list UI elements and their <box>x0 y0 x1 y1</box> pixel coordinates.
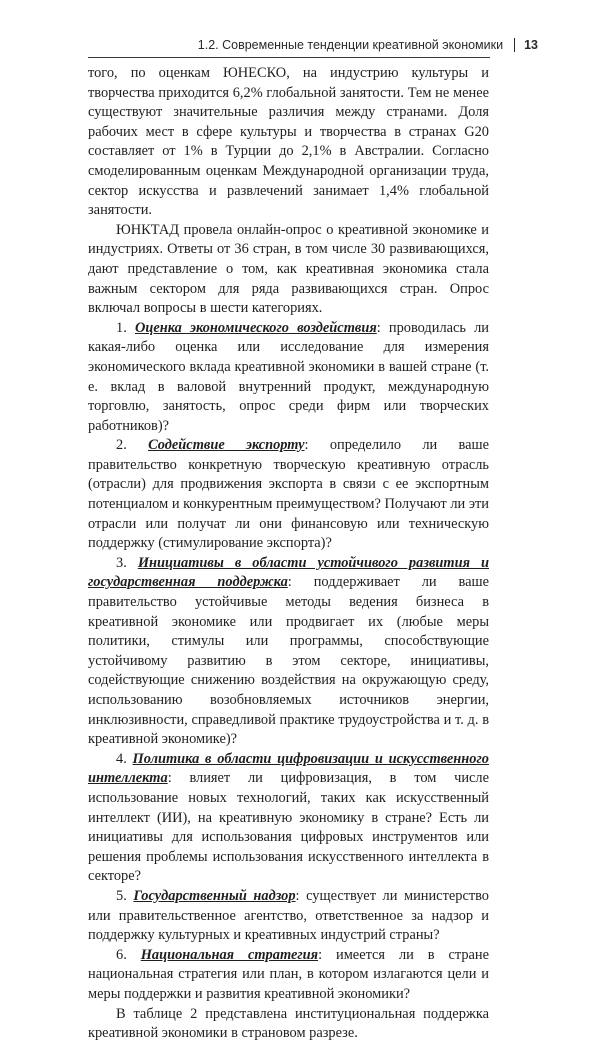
body-text <box>88 64 489 1044</box>
list-item-keyword: Государственный надзор <box>133 887 296 904</box>
header-separator <box>514 38 515 52</box>
paragraph-table-reference <box>88 1005 489 1044</box>
list-item-impact-assessment <box>88 319 489 437</box>
list-item-keyword: Инициативы в области устойчивого развития и государственная поддержка <box>88 554 489 591</box>
list-item-keyword: Национальная стратегия <box>140 946 319 963</box>
list-item-keyword: Содействие экспорту <box>148 437 305 454</box>
section-title: 1.2. Современные тенденции креативной экономики <box>197 38 504 52</box>
list-item-number: 5. <box>116 887 134 904</box>
list-item-keyword: Оценка экономического воздействия <box>134 319 377 336</box>
paragraph-text: того, по оценкам ЮНЕСКО, на индустрию культуры и творчества приходится 6,2% глобальной занятости. Тем не менее существуют значительные различия между странами. Доля рабочих мест в сфере культуры и творчества в странах G20 составляет от 1% в Турции до 2,1% в Австралии. Согласно смоделированным оценкам Международной организации труда, сектор искусства и развлечений занимает 1,4% глобальной занятости. <box>88 65 489 219</box>
list-item-sustainability <box>88 554 489 750</box>
list-item-export-promotion <box>88 436 489 554</box>
list-item-number: 3. <box>116 554 138 571</box>
header-rule <box>88 57 490 58</box>
list-item-text: : определило ли ваше правительство конкретную творческую креативную отрасль (отрасли) для продвижения экспорта в связи с ее экспортным потенциалом и конкурентным преимуществом? Получают ли эти отрасли или получат ли они финансовую или техническую поддержку (стимулирование экспорта)? <box>88 437 489 552</box>
list-item-number: 4. <box>116 750 133 767</box>
paragraph-survey-intro <box>88 221 489 319</box>
page-number: 13 <box>524 38 538 52</box>
list-item-number: 1. <box>116 319 135 336</box>
list-item-text: : поддерживает ли ваше правительство устойчивые методы ведения бизнеса в креативной экономике или продвигает их (любые меры политики, стимулы или программы, способствующие устойчивому развитию в этом секторе, инициативы, содействующие снижению воздействия на окружающую среду, использованию возобновляемых источников энергии, инклюзивности, справедливой практике трудоустройства и т. д. в креативной экономике)? <box>88 574 490 748</box>
list-item-keyword: Политика в области цифровизации и искусственного интеллекта <box>88 750 489 787</box>
paragraph-continuation <box>88 64 489 221</box>
list-item-text: : проводилась ли какая-либо оценка или исследование для измерения экономического вклада креативной экономики в вашей стране (т. е. вклад в валовой внутренний продукт, международную торговлю, занятость, опрос среди фирм или творческих работников)? <box>88 319 489 434</box>
list-item-text: : существует ли министерство или правительственное агентство, ответственное за надзор и поддержку культурных и креативных индустрий страны? <box>88 887 490 944</box>
running-head <box>198 38 538 52</box>
list-item-oversight <box>88 887 489 946</box>
list-item-number: 6. <box>116 946 141 963</box>
list-item-text: : влияет ли цифровизация, в том числе использование новых технологий, таких как искусственный интеллект (ИИ), на креативную экономику в стране? Есть ли инициативы для использования цифровых инструментов или решения проблемы использования искусственного интеллекта в секторе? <box>88 770 489 885</box>
list-item-text: : имеется ли в стране национальная стратегия или план, в котором излагаются цели и меры поддержки и развития креативной экономики? <box>88 946 490 1002</box>
paragraph-text: В таблице 2 представлена институциональная поддержка креативной экономики в страновом разрезе. <box>88 1005 489 1042</box>
paragraph-text: ЮНКТАД провела онлайн-опрос о креативной экономике и индустриях. Ответы от 36 стран, в том числе 30 развивающихся, дают представление о том, как креативная экономика стала важным сектором для ряда развивающихся стран. Опрос включал вопросы в шести категориях. <box>88 221 489 317</box>
list-item-number: 2. <box>116 437 149 454</box>
list-item-digitalization <box>88 750 489 887</box>
list-item-national-strategy <box>88 946 489 1005</box>
